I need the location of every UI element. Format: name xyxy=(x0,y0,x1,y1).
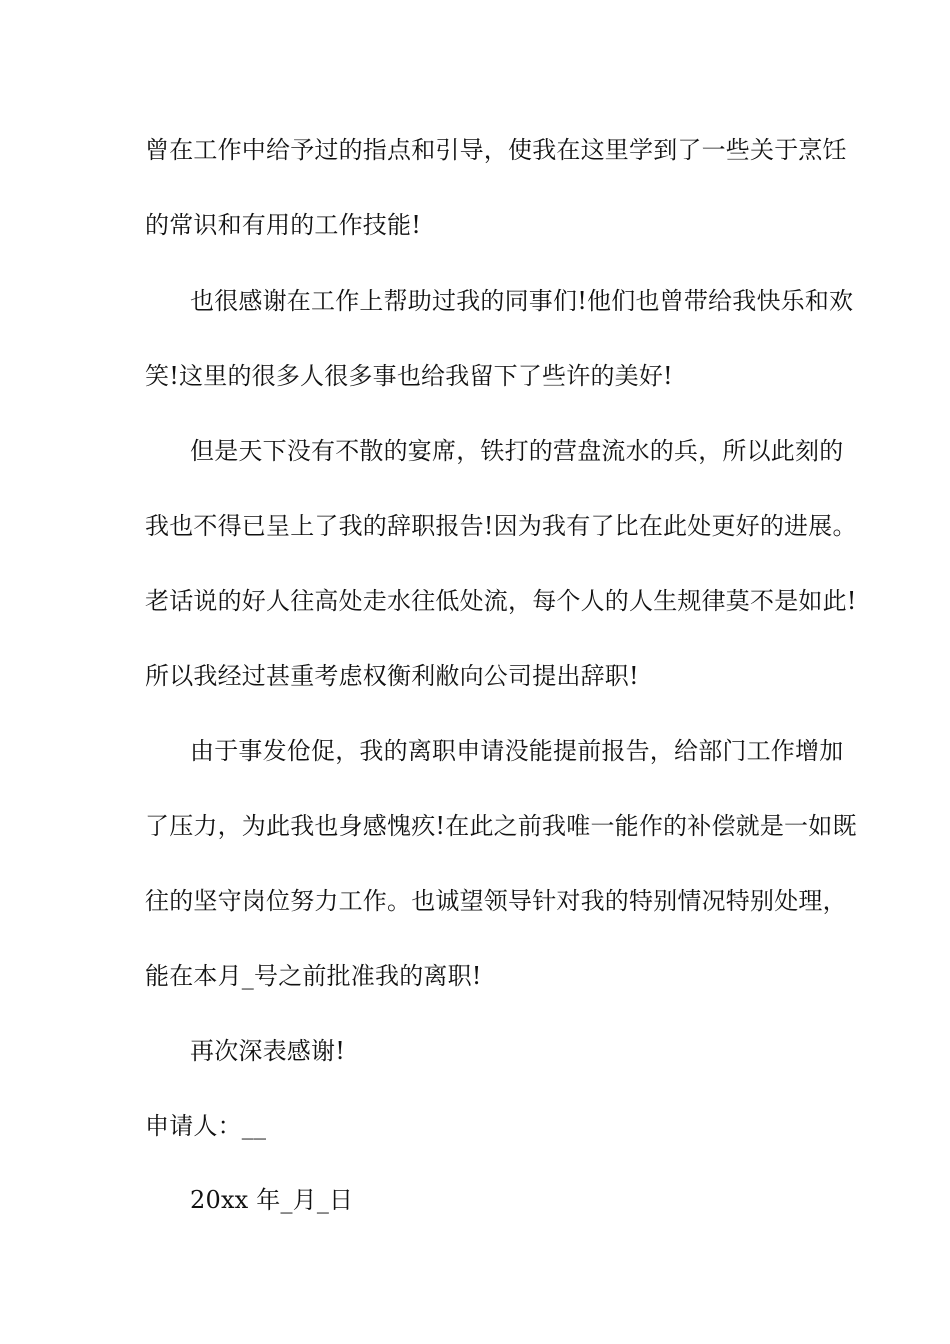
paragraph-line: 能在本月_号之前批准我的离职! xyxy=(145,962,482,990)
paragraph-line: 但是天下没有不散的宴席，铁打的营盘流水的兵，所以此刻的 xyxy=(190,437,844,465)
paragraph-line: 也很感谢在工作上帮助过我的同事们!他们也曾带给我快乐和欢 xyxy=(190,287,854,315)
paragraph-line: 往的坚守岗位努力工作。也诚望领导针对我的特别情况特别处理， xyxy=(145,887,847,915)
paragraph-line: 老话说的好人往高处走水往低处流，每个人的人生规律莫不是如此! xyxy=(145,587,857,615)
paragraph-line: 我也不得已呈上了我的辞职报告!因为我有了比在此处更好的进展。 xyxy=(145,512,857,540)
paragraph-line: 曾在工作中给予过的指点和引导，使我在这里学到了一些关于烹饪 xyxy=(145,136,847,164)
closing-line: 再次深表感谢! xyxy=(190,1037,346,1065)
paragraph-line: 的常识和有用的工作技能! xyxy=(145,211,422,239)
applicant-line: 申请人：__ xyxy=(145,1112,267,1140)
date-line: 20xx 年_月_日 xyxy=(190,1186,354,1214)
paragraph-line: 所以我经过甚重考虑权衡利敝向公司提出辞职! xyxy=(145,662,639,690)
paragraph-line: 笑!这里的很多人很多事也给我留下了些许的美好! xyxy=(145,362,673,390)
paragraph-line: 由于事发伧促，我的离职申请没能提前报告，给部门工作增加 xyxy=(190,737,844,765)
paragraph-line: 了压力，为此我也身感愧疚!在此之前我唯一能作的补偿就是一如既 xyxy=(145,812,857,840)
